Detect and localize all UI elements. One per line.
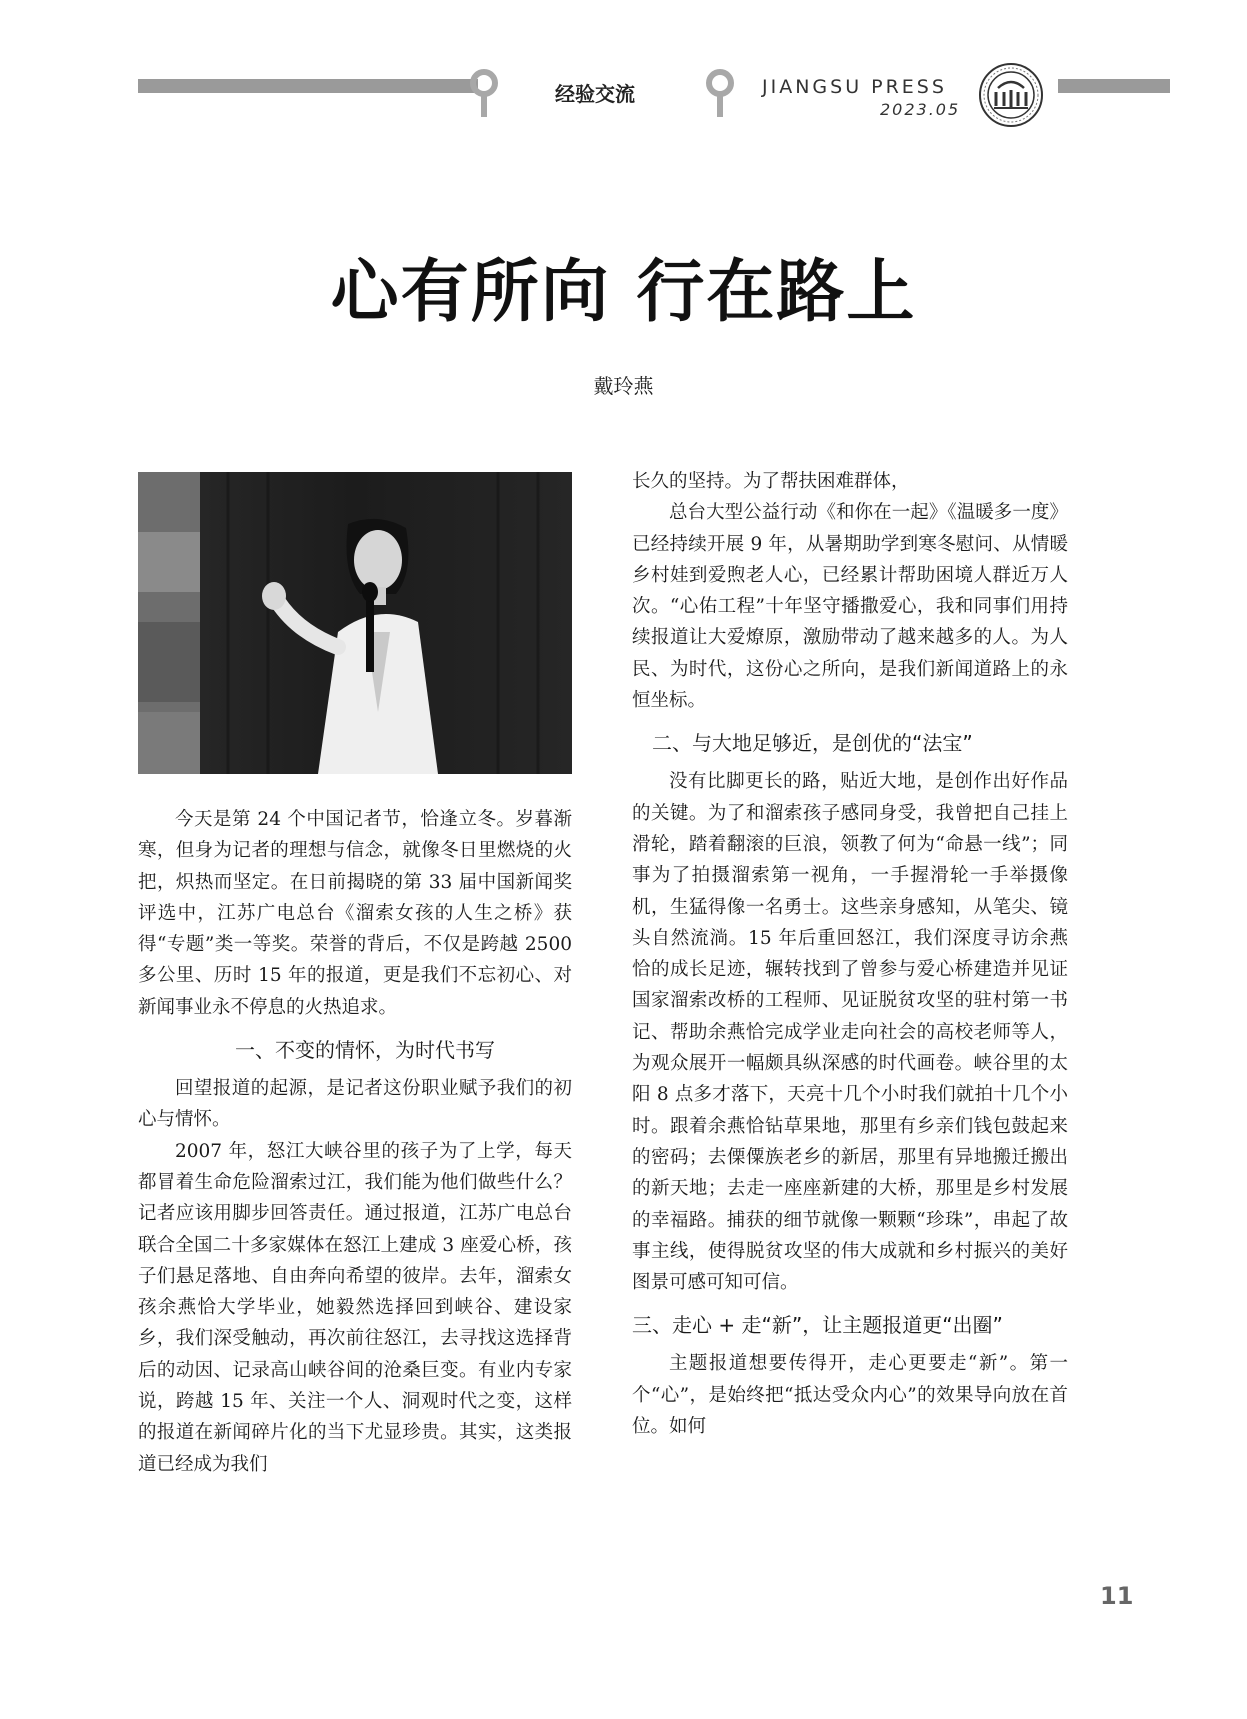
page-header [0,60,1247,130]
jiangsu-press-seal-icon [978,62,1044,128]
press-name: JIANGSU PRESS [762,76,947,98]
right-column [632,466,1068,1442]
paragraph: 今天是第 24 个中国记者节，恰逢立冬。岁暮渐寒，但身为记者的理想与信念，就像冬日里燃烧的火把，炽热而坚定。在日前揭晓的第 33 届中国新闻奖评选中，江苏广电总台《溜索女孩的人生之桥》获得“专题”类一等奖。荣誉的背后，不仅是跨越 2500 多公里、历时 15 年的报道，更是我们不忘初心、对新闻事业永不停息的火热追求。 [138,809,572,1018]
section-heading-3: 三、走心 + 走“新”，让主题报道更“出圈” [632,1313,1003,1338]
section-heading-1: 一、不变的情怀，为时代书写 [235,1038,495,1063]
left-column [138,804,572,1480]
section-label: 经验交流 [555,82,635,106]
header-bar-right [1058,79,1170,93]
section-heading-2: 二、与大地足够近，是创优的“法宝” [652,731,973,756]
page-number: 11 [1100,1582,1134,1610]
paragraph-continued: 长久的坚持。为了帮扶困难群体， [632,471,910,492]
header-bar-left [138,79,478,93]
paragraph: 总台大型公益行动《和你在一起》《温暖多一度》已经持续开展 9 年，从暑期助学到寒冬慰问、从情暖乡村娃到爱煦老人心，已经累计帮助困境人群近万人次。“心佑工程”十年坚守播撒爱心，我和同事们用持续报道让大爱燎原，激励带动了越来越多的人。为人民、为时代，这份心之所向，是我们新闻道路上的永恒坐标。 [632,502,1068,712]
map-pin-icon [468,68,500,118]
paragraph: 没有比脚更长的路，贴近大地，是创作出好作品的关键。为了和溜索孩子感同身受，我曾把自己挂上滑轮，踏着翻滚的巨浪，领教了何为“命悬一线”；同事为了拍摄溜索第一视角，一手握滑轮一手举摄像机，生猛得像一名勇士。这些亲身感知，从笔尖、镜头自然流淌。15 年后重回怒江，我们深度寻访余燕恰的成长足迹，辗转找到了曾参与爱心桥建造并见证国家溜索改桥的工程师、见证脱贫攻坚的驻村第一书记、帮助余燕恰完成学业走向社会的高校老师等人，为观众展开一幅颇具纵深感的时代画卷。峡谷里的太阳 8 点多才落下，天亮十几个小时我们就拍十几个小时。跟着余燕恰钻草果地，那里有乡亲们钱包鼓起来的密码；去傈僳族老乡的新居，那里有异地搬迁搬出的新天地；去走一座座新建的大桥，那里是乡村发展的幸福路。捕获的细节就像一颗颗“珍珠”，串起了故事主线，使得脱贫攻坚的伟大成就和乡村振兴的美好图景可感可知可信。 [632,771,1068,1294]
article-photo [138,472,572,774]
map-pin-icon [704,68,736,118]
paragraph: 回望报道的起源，是记者这份职业赋予我们的初心与情怀。 [138,1078,572,1131]
article-title: 心有所向 行在路上 [330,253,917,332]
article-author: 戴玲燕 [593,374,654,398]
paragraph: 主题报道想要传得开，走心更要走“新”。第一个“心”，是始终把“抵达受众内心”的效果导向放在首位。如何 [632,1353,1068,1438]
paragraph: 2007 年，怒江大峡谷里的孩子为了上学，每天都冒着生命危险溜索过江，我们能为他们做些什么？记者应该用脚步回答责任。通过报道，江苏广电总台联合全国二十多家媒体在怒江上建成 3 座爱心桥，孩子们悬足落地、自由奔向希望的彼岸。去年，溜索女孩余燕恰大学毕业，她毅然选择回到峡谷、建设家乡，我们深受触动，再次前往怒江，去寻找这选择背后的动因、记录高山峡谷间的沧桑巨变。有业内专家说，跨越 15 年、关注一个人、洞观时代之变，这样的报道在新闻碎片化的当下尤显珍贵。其实，这类报道已经成为我们 [138,1140,572,1475]
issue-date: 2023.05 [880,100,961,119]
